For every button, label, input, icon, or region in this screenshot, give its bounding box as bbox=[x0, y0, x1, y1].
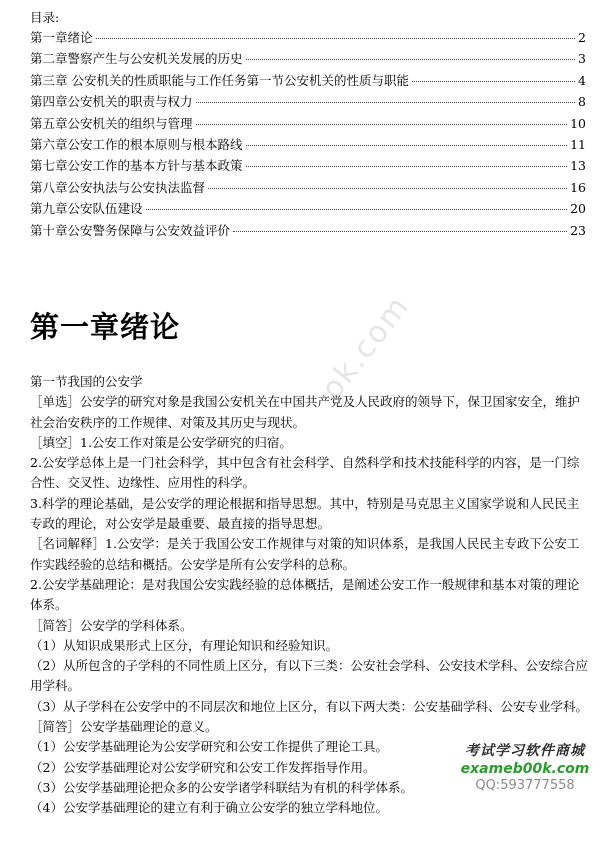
body-paragraph: （2）从所包含的子学科的不同性质上区分，有以下三类：公安社会学科、公安技术学科、公安综合应用学科。 bbox=[30, 658, 588, 694]
toc-entry-title: 第二章警察产生与公安机关发展的历史 bbox=[30, 51, 243, 67]
section-heading: 第一节我国的公安学 bbox=[30, 374, 143, 389]
toc-entry[interactable] bbox=[30, 199, 586, 220]
toc-leader-dots bbox=[246, 145, 568, 146]
body-paragraph: （3）公安学基础理论把众多的公安学诸学科联结为有机的科学体系。 bbox=[30, 779, 413, 795]
diagonal-watermark: ok.com bbox=[314, 288, 417, 407]
toc-entry-page: 16 bbox=[570, 179, 586, 195]
toc-entry-page: 4 bbox=[578, 72, 586, 88]
body-paragraph: ［简答］公安学的学科体系。 bbox=[30, 617, 193, 633]
toc-entry-title: 第八章公安执法与公安执法监督 bbox=[30, 179, 206, 195]
body-paragraph: 2.公安学基础理论：是对我国公安实践经验的总体概括，是阐述公安工作一般规律和基本对策的理论体系。 bbox=[30, 576, 580, 613]
body-paragraph: ［填空］1.公安工作对策是公安学研究的归宿。 bbox=[30, 434, 292, 450]
toc-entry-page: 23 bbox=[570, 222, 586, 238]
body-paragraph: （1）公安学基础理论为公安学研究和公安工作提供了理论工具。 bbox=[30, 739, 388, 755]
body-paragraph: 2.公安学总体上是一门社会科学，其中包含有社会科学、自然科学和技术技能科学的内容，是一门综合性、交叉性、边缘性、应用性的科学。 bbox=[30, 455, 580, 491]
toc-leader-dots bbox=[96, 38, 576, 39]
toc-heading: 目录: bbox=[30, 10, 60, 25]
toc-entry-page: 2 bbox=[578, 30, 586, 45]
toc-entry[interactable] bbox=[30, 71, 586, 92]
toc-leader-dots bbox=[196, 102, 576, 103]
toc-leader-dots bbox=[246, 166, 568, 167]
toc-entry-page: 8 bbox=[578, 94, 586, 110]
body-paragraph: （2）公安学基础理论对公安学研究和公安工作发挥指导作用。 bbox=[30, 759, 376, 775]
toc-entry-page: 11 bbox=[570, 136, 586, 152]
toc-leader-dots bbox=[412, 81, 575, 82]
toc-entry[interactable] bbox=[30, 178, 586, 199]
toc-leader-dots bbox=[196, 124, 568, 125]
publisher-stamp bbox=[445, 740, 605, 793]
body-paragraph: ［简答］公安学基础理论的意义。 bbox=[30, 719, 218, 735]
toc-leader-dots bbox=[246, 59, 576, 60]
toc-entry-title: 第七章公安工作的基本方针与基本政策 bbox=[30, 158, 243, 174]
toc-entry-title: 第四章公安机关的职责与权力 bbox=[30, 94, 193, 110]
toc-entry-title: 第九章公安队伍建设 bbox=[30, 201, 143, 217]
toc-entry[interactable] bbox=[30, 135, 586, 156]
stamp-url-text: exameb00k.com bbox=[460, 761, 590, 777]
toc-entry-title: 第十章公安警务保障与公安效益评价 bbox=[30, 222, 231, 238]
toc-entry[interactable] bbox=[30, 92, 586, 113]
body-paragraph: 3.科学的理论基础，是公安学的理论根据和指导思想。其中，特别是马克思主义国家学说和人民民主专政的理论，对公安学是最重要、最直接的指导思想。 bbox=[30, 495, 580, 532]
toc-entry[interactable] bbox=[30, 156, 586, 177]
body-paragraph: ［单选］公安学的研究对象是我国公安机关在中国共产党及人民政府的领导下，保卫国家安全，维护社会治安秩序的工作规律、对策及其历史与现状。 bbox=[30, 394, 581, 430]
toc-entry[interactable] bbox=[30, 49, 586, 70]
toc-entry-page: 3 bbox=[578, 51, 586, 67]
toc-entry-title: 第三章 公安机关的性质职能与工作任务第一节公安机关的性质与职能 bbox=[30, 72, 409, 88]
toc-entry-page: 20 bbox=[570, 201, 586, 217]
body-paragraph: （1）从知识成果形式上区分，有理论知识和经验知识。 bbox=[30, 637, 338, 653]
body-paragraph: （4）公安学基础理论的建立有利于确立公安学的独立学科地位。 bbox=[30, 800, 388, 816]
toc-entry[interactable] bbox=[30, 114, 586, 135]
body-paragraph: （3）从子学科在公安学中的不同层次和地位上区分，有以下两大类：公安基础学科、公安专业学科。 bbox=[30, 698, 588, 714]
stamp-qq-text: QQ:593777558 bbox=[475, 778, 575, 793]
toc-leader-dots bbox=[146, 209, 568, 210]
toc-entry-page: 13 bbox=[570, 158, 586, 174]
toc-leader-dots bbox=[208, 188, 567, 189]
toc-entry-page: 10 bbox=[570, 115, 586, 131]
toc-entry[interactable] bbox=[30, 28, 586, 49]
body-paragraph: ［名词解释］1.公安学：是关于我国公安工作规律与对策的知识体系，是我国人民民主专政下公安工作实践经验的总结和概括。公安学是所有公安学科的总称。 bbox=[30, 536, 580, 572]
toc-entry-title: 第一章绪论 bbox=[30, 30, 93, 45]
table-of-contents bbox=[30, 28, 586, 242]
toc-entry[interactable] bbox=[30, 221, 586, 242]
toc-entry-title: 第六章公安工作的根本原则与根本路线 bbox=[30, 136, 243, 152]
chapter-title: 第一章绪论 bbox=[30, 310, 181, 344]
toc-leader-dots bbox=[233, 231, 567, 232]
stamp-chinese-text: 考试学习软件商城 bbox=[465, 743, 585, 759]
toc-entry-title: 第五章公安机关的组织与管理 bbox=[30, 115, 193, 131]
